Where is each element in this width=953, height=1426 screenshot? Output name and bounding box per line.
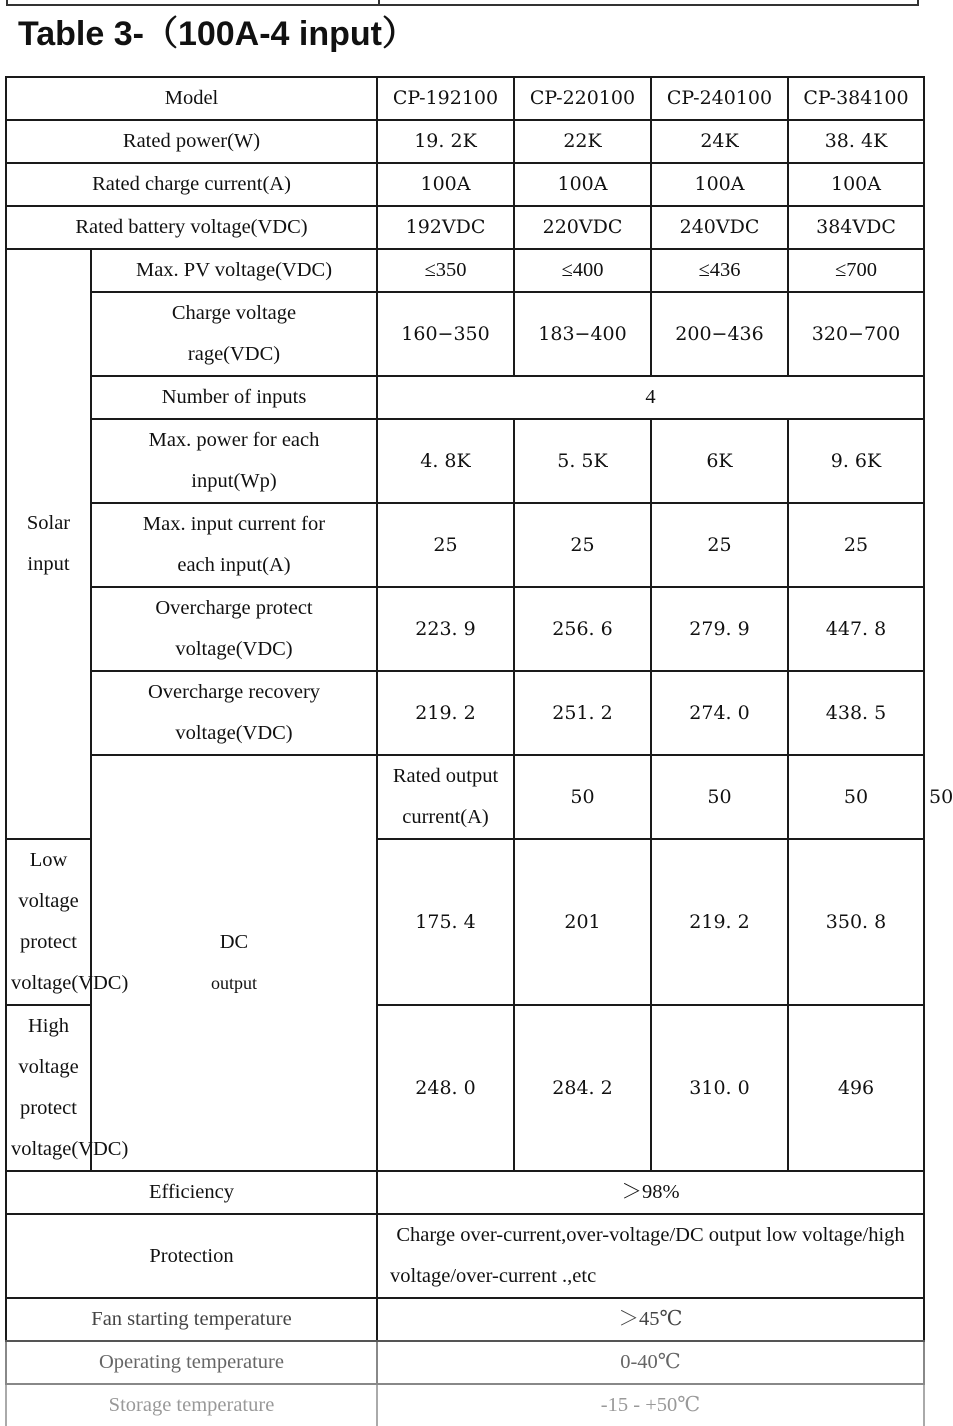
value-cell: ≤700	[788, 249, 924, 292]
row-label: Number of inputs	[91, 376, 377, 419]
value-cell: 0-40℃	[377, 1341, 924, 1384]
table-row-fan-temperature	[6, 1298, 924, 1341]
row-label: Model	[6, 77, 377, 120]
row-label: Efficiency	[6, 1171, 377, 1214]
value-cell: 438. 5	[788, 671, 924, 755]
row-label: Rated power(W)	[6, 120, 377, 163]
row-label-line: each input(A)	[177, 554, 291, 576]
value-cell: 183−400	[514, 292, 651, 376]
value-cell: 4	[377, 376, 924, 419]
table-row-rated-charge-current	[6, 163, 924, 206]
value-cell: 223. 9	[377, 587, 514, 671]
value-cell: Charge over-current,over-voltage/DC output low voltage/high voltage/over-current .,etc	[377, 1214, 924, 1298]
row-label-line: Overcharge protect	[155, 597, 313, 619]
value-cell: 50	[651, 755, 788, 839]
row-label-line: Low voltage protect	[18, 849, 79, 953]
row-label: Operating temperature	[6, 1341, 377, 1384]
row-label	[91, 671, 377, 755]
row-label: Storage temperature	[6, 1384, 377, 1426]
value-cell: 6K	[651, 419, 788, 503]
row-label-line: voltage(VDC)	[11, 972, 129, 994]
row-label-line: High voltage protect	[18, 1015, 79, 1119]
row-label: Rated output current(A)	[377, 755, 514, 839]
value-cell: 100A	[514, 163, 651, 206]
previous-table-edge	[0, 0, 931, 6]
value-cell: ＞45℃	[377, 1298, 924, 1341]
value-cell: 248. 0	[377, 1005, 514, 1171]
value-cell: 100A	[651, 163, 788, 206]
table-row-operating-temperature	[6, 1341, 924, 1384]
value-cell: 274. 0	[651, 671, 788, 755]
value-cell: 310. 0	[651, 1005, 788, 1171]
table-row-efficiency	[6, 1171, 924, 1214]
row-label-line: Charge voltage	[171, 302, 297, 324]
value-cell: 201	[514, 839, 651, 1005]
row-label	[6, 839, 129, 1005]
row-label	[91, 419, 377, 503]
model-cell: CP-384100	[788, 77, 924, 120]
value-cell: 384VDC	[788, 206, 924, 249]
value-cell: 50	[788, 755, 924, 839]
table-row-rated-output-current: DC output Rated output current(A) 50 50 50 50	[6, 755, 924, 839]
value-cell: 219. 2	[651, 839, 788, 1005]
row-label: Rated battery voltage(VDC)	[6, 206, 377, 249]
row-label-line: Max. power for each	[148, 429, 320, 451]
row-label: Rated charge current(A)	[6, 163, 377, 206]
model-cell: CP-192100	[377, 77, 514, 120]
row-label-line: rage(VDC)	[187, 343, 281, 365]
row-label: Protection	[6, 1214, 377, 1298]
value-cell: 350. 8	[788, 839, 924, 1005]
table-row-max-input-current	[6, 503, 924, 587]
group-label-solar-input	[6, 249, 91, 839]
value-cell: 22K	[514, 120, 651, 163]
value-cell: 284. 2	[514, 1005, 651, 1171]
table-row-charge-voltage-range	[6, 292, 924, 376]
spec-table	[5, 76, 953, 1426]
table-row-max-power-each-input	[6, 419, 924, 503]
value-cell: 50	[514, 755, 651, 839]
value-cell: 100A	[788, 163, 924, 206]
value-cell: 192VDC	[377, 206, 514, 249]
value-cell: 220VDC	[514, 206, 651, 249]
value-cell: 175. 4	[377, 839, 514, 1005]
row-label	[91, 292, 377, 376]
value-cell: 25	[377, 503, 514, 587]
row-label-line: voltage(VDC)	[175, 722, 293, 744]
value-cell: 5. 5K	[514, 419, 651, 503]
model-cell: CP-220100	[514, 77, 651, 120]
value-cell: 25	[651, 503, 788, 587]
group-label-dc-output	[91, 755, 377, 1171]
value-cell: 200−436	[651, 292, 788, 376]
row-label-line: Max. input current for	[142, 513, 326, 535]
row-label: Fan starting temperature	[6, 1298, 377, 1341]
value-cell: 9. 6K	[788, 419, 924, 503]
row-label-line: voltage(VDC)	[11, 1138, 129, 1160]
table-row-number-of-inputs	[6, 376, 924, 419]
table-row-rated-power	[6, 120, 924, 163]
value-cell: 38. 4K	[788, 120, 924, 163]
row-label	[91, 503, 377, 587]
table-row-protection	[6, 1214, 924, 1298]
value-cell: 100A	[377, 163, 514, 206]
table-row-overcharge-recovery	[6, 671, 924, 755]
value-cell: 240VDC	[651, 206, 788, 249]
group-label-line: input	[27, 553, 70, 575]
table-row-storage-temperature	[6, 1384, 924, 1426]
value-cell: 19. 2K	[377, 120, 514, 163]
row-label	[91, 587, 377, 671]
value-cell: 496	[788, 1005, 924, 1171]
value-cell: ＞98%	[377, 1171, 924, 1214]
row-label: Max. PV voltage(VDC)	[91, 249, 377, 292]
value-cell: ≤436	[651, 249, 788, 292]
value-cell: 4. 8K	[377, 419, 514, 503]
row-label-line: input(Wp)	[191, 470, 277, 492]
value-cell: 251. 2	[514, 671, 651, 755]
value-cell: 320−700	[788, 292, 924, 376]
value-cell: 219. 2	[377, 671, 514, 755]
row-label-line: voltage(VDC)	[175, 638, 293, 660]
group-label-line: DC	[219, 931, 249, 953]
value-cell: 256. 6	[514, 587, 651, 671]
value-cell: 25	[514, 503, 651, 587]
value-cell: 279. 9	[651, 587, 788, 671]
value-cell: 447. 8	[788, 587, 924, 671]
table-row-rated-battery-voltage	[6, 206, 924, 249]
value-cell: 160−350	[377, 292, 514, 376]
row-label	[6, 1005, 129, 1171]
group-label-line: output	[210, 973, 257, 993]
value-cell: -15 - +50℃	[377, 1384, 924, 1426]
value-cell: 24K	[651, 120, 788, 163]
page-title: Table 3-（100A-4 input）	[18, 15, 416, 53]
group-label-line: Solar	[26, 512, 71, 534]
table-row-model	[6, 77, 924, 120]
value-cell: 25	[788, 503, 924, 587]
table-row-overcharge-protect	[6, 587, 924, 671]
value-cell: ≤350	[377, 249, 514, 292]
value-cell: ≤400	[514, 249, 651, 292]
table-row-max-pv-voltage	[6, 249, 924, 292]
model-cell: CP-240100	[651, 77, 788, 120]
row-label-line: Overcharge recovery	[147, 681, 321, 703]
